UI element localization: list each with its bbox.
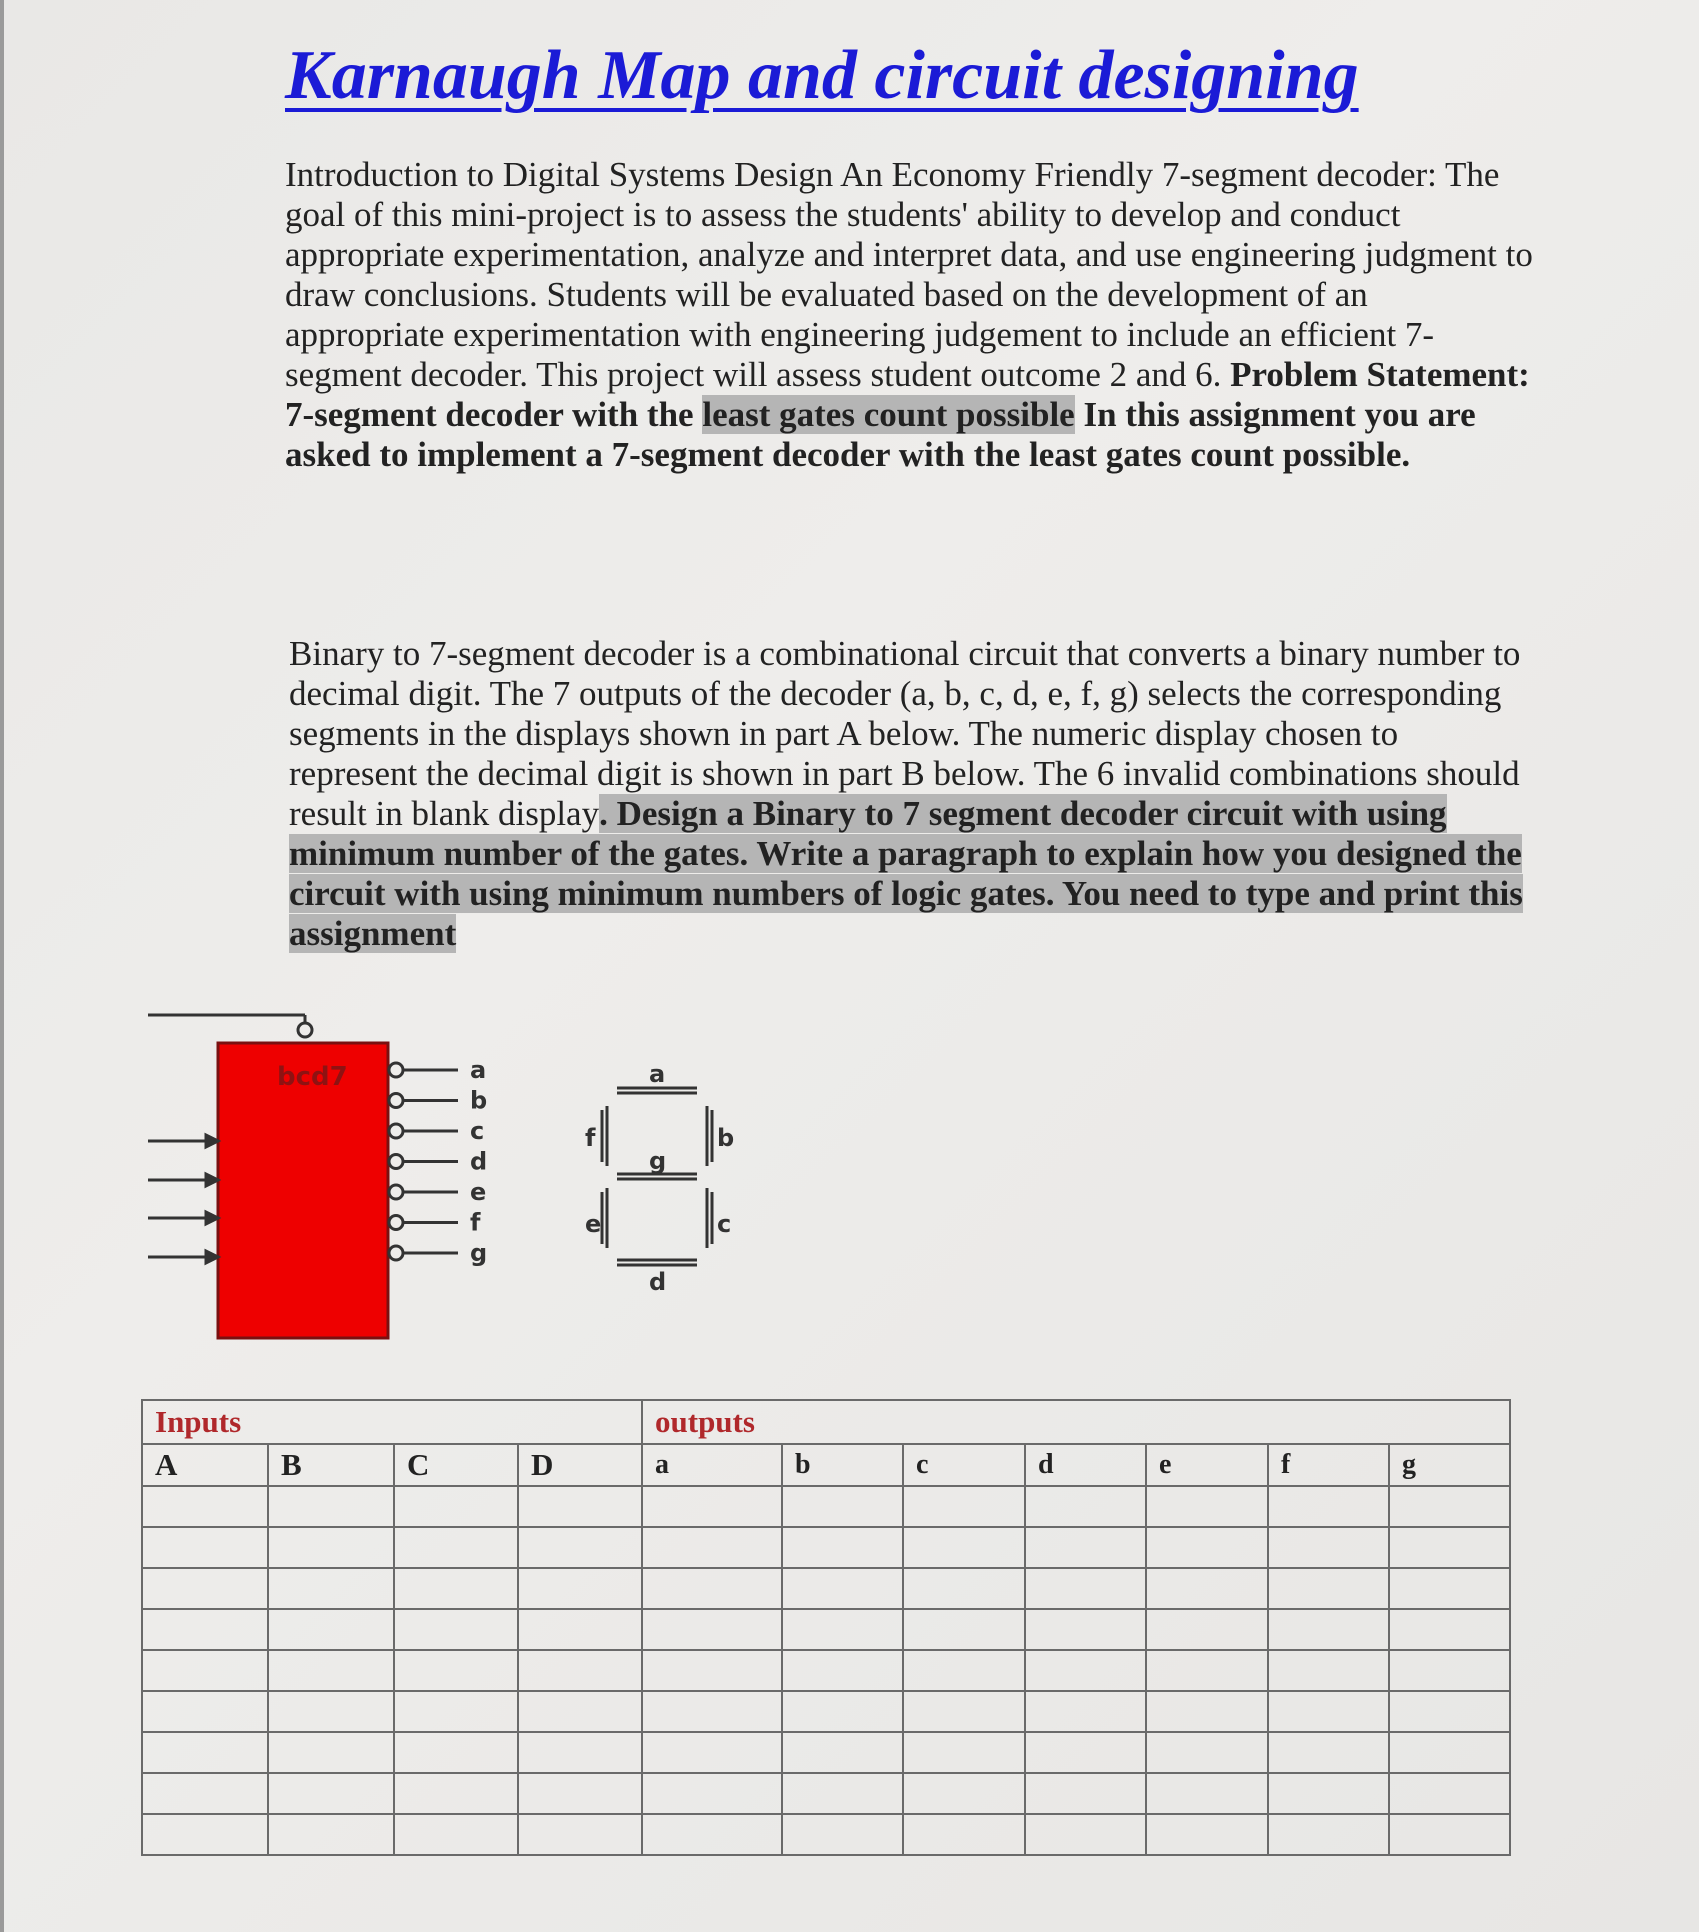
table-row — [142, 1773, 1510, 1814]
table-cell — [142, 1527, 268, 1568]
decoder-label: bcd7 — [277, 1062, 348, 1092]
table-cell — [394, 1691, 518, 1732]
enable-bubble — [298, 1023, 312, 1037]
table-cell — [394, 1609, 518, 1650]
segment-label-a: a — [649, 1060, 666, 1088]
seven-segment-display — [585, 1058, 735, 1298]
table-cell — [518, 1814, 642, 1855]
decoder-outputs — [389, 1056, 487, 1267]
table-column-header — [142, 1444, 1510, 1486]
table-cell — [782, 1486, 903, 1527]
problem-statement-text: Problem Statement: 7-segment decoder with the — [285, 355, 1530, 434]
table-cell — [394, 1814, 518, 1855]
table-cell — [142, 1486, 268, 1527]
table-cell — [1025, 1486, 1146, 1527]
output-label-b: b — [470, 1086, 488, 1115]
segment-label-b: b — [717, 1124, 735, 1152]
table-cell — [268, 1609, 394, 1650]
table-cell — [903, 1691, 1025, 1732]
table-cell — [518, 1732, 642, 1773]
table-cell — [782, 1650, 903, 1691]
segment-label-g: g — [649, 1147, 667, 1175]
table-cell — [1146, 1486, 1268, 1527]
output-label-e: e — [470, 1178, 487, 1206]
table-cell — [1025, 1773, 1146, 1814]
table-cell — [903, 1773, 1025, 1814]
table-cell — [1025, 1732, 1146, 1773]
output-bubble — [389, 1094, 403, 1108]
output-bubble — [389, 1246, 403, 1260]
table-cell — [1389, 1691, 1510, 1732]
table-cell — [642, 1609, 782, 1650]
description-paragraph — [289, 634, 1524, 954]
table-row — [142, 1732, 1510, 1773]
table-cell — [394, 1568, 518, 1609]
table-cell — [642, 1527, 782, 1568]
table-cell — [782, 1732, 903, 1773]
table-cell — [1146, 1609, 1268, 1650]
col-header-g: g — [1389, 1444, 1510, 1486]
description-text: Binary to 7-segment decoder is a combinational circuit that converts a binary number to decimal digit. The 7 outputs of the decoder (a, b, c, d, e, f, g) selects the corresponding segments in the displays shown in part A below. The numeric display chosen to represent the decimal digit is shown in part B below. The 6 invalid combinations should result in blank display — [289, 634, 1521, 833]
decoder-diagram — [140, 1005, 520, 1355]
table-cell — [394, 1732, 518, 1773]
table-group-header — [142, 1400, 1510, 1444]
table-cell — [518, 1650, 642, 1691]
table-cell — [1146, 1691, 1268, 1732]
table-cell — [1389, 1609, 1510, 1650]
table-cell — [1389, 1650, 1510, 1691]
table-cell — [642, 1773, 782, 1814]
table-cell — [1146, 1773, 1268, 1814]
table-cell — [1268, 1568, 1389, 1609]
col-header-A: A — [142, 1444, 268, 1486]
table-cell — [394, 1650, 518, 1691]
table-cell — [642, 1814, 782, 1855]
table-cell — [903, 1814, 1025, 1855]
table-cell — [782, 1609, 903, 1650]
table-cell — [1268, 1773, 1389, 1814]
table-cell — [782, 1814, 903, 1855]
table-cell — [642, 1650, 782, 1691]
output-bubble — [389, 1185, 403, 1199]
least-gates-highlight: least gates count possible — [702, 395, 1075, 434]
output-bubble — [389, 1124, 403, 1138]
output-label-c: c — [470, 1117, 485, 1145]
table-cell — [518, 1486, 642, 1527]
table-cell — [1146, 1732, 1268, 1773]
col-header-C: C — [394, 1444, 518, 1486]
table-cell — [268, 1568, 394, 1609]
output-label-g: g — [470, 1239, 488, 1267]
table-cell — [1389, 1732, 1510, 1773]
table-cell — [394, 1773, 518, 1814]
table-cell — [1268, 1691, 1389, 1732]
table-row — [142, 1527, 1510, 1568]
table-cell — [1268, 1527, 1389, 1568]
intro-paragraph — [285, 155, 1535, 475]
table-cell — [903, 1650, 1025, 1691]
table-cell — [1268, 1609, 1389, 1650]
table-cell — [268, 1486, 394, 1527]
table-cell — [142, 1732, 268, 1773]
table-cell — [1389, 1568, 1510, 1609]
col-header-D: D — [518, 1444, 642, 1486]
table-cell — [1025, 1814, 1146, 1855]
table-cell — [1268, 1814, 1389, 1855]
table-cell — [142, 1773, 268, 1814]
table-cell — [142, 1568, 268, 1609]
output-bubble — [389, 1155, 403, 1169]
table-cell — [782, 1691, 903, 1732]
table-cell — [1389, 1814, 1510, 1855]
table-cell — [1268, 1732, 1389, 1773]
table-cell — [518, 1773, 642, 1814]
table-cell — [394, 1527, 518, 1568]
table-cell — [1389, 1773, 1510, 1814]
output-label-a: a — [470, 1056, 487, 1084]
table-row — [142, 1486, 1510, 1527]
table-cell — [142, 1609, 268, 1650]
table-cell — [268, 1773, 394, 1814]
table-cell — [903, 1486, 1025, 1527]
table-cell — [1146, 1568, 1268, 1609]
output-bubble — [389, 1063, 403, 1077]
page-edge — [0, 0, 4, 1932]
table-body — [142, 1486, 1510, 1855]
table-cell — [782, 1527, 903, 1568]
table-row — [142, 1609, 1510, 1650]
table-cell — [142, 1814, 268, 1855]
col-header-B: B — [268, 1444, 394, 1486]
table-cell — [903, 1568, 1025, 1609]
page-title: Karnaugh Map and circuit designing — [285, 37, 1359, 114]
table-cell — [782, 1773, 903, 1814]
segment-label-f: f — [585, 1124, 596, 1152]
table-cell — [642, 1732, 782, 1773]
table-cell — [1146, 1814, 1268, 1855]
table-cell — [642, 1691, 782, 1732]
col-header-c: c — [903, 1444, 1025, 1486]
table-cell — [1389, 1527, 1510, 1568]
segment-label-e: e — [585, 1210, 602, 1238]
segment-label-d: d — [649, 1268, 667, 1296]
table-cell — [1146, 1527, 1268, 1568]
table-cell — [518, 1691, 642, 1732]
table-row — [142, 1568, 1510, 1609]
table-cell — [268, 1527, 394, 1568]
table-cell — [642, 1568, 782, 1609]
output-bubble — [389, 1216, 403, 1230]
table-cell — [518, 1609, 642, 1650]
table-cell — [903, 1527, 1025, 1568]
table-cell — [518, 1527, 642, 1568]
table-cell — [1025, 1609, 1146, 1650]
truth-table — [141, 1399, 1511, 1856]
table-row — [142, 1814, 1510, 1855]
table-cell — [268, 1691, 394, 1732]
inputs-header: Inputs — [142, 1400, 642, 1444]
table-cell — [1025, 1568, 1146, 1609]
table-cell — [142, 1691, 268, 1732]
table-row — [142, 1691, 1510, 1732]
output-label-d: d — [470, 1147, 488, 1176]
table-cell — [1389, 1486, 1510, 1527]
outputs-header: outputs — [642, 1400, 1510, 1444]
table-cell — [903, 1732, 1025, 1773]
col-header-e: e — [1146, 1444, 1268, 1486]
table-cell — [268, 1650, 394, 1691]
col-header-b: b — [782, 1444, 903, 1486]
table-cell — [1268, 1486, 1389, 1527]
table-cell — [394, 1486, 518, 1527]
assignment-text: In this assignment you are asked to implement a 7-segment decoder with the least gates count possible. — [285, 395, 1476, 474]
input-arrows — [148, 1135, 218, 1263]
col-header-a: a — [642, 1444, 782, 1486]
table-cell — [1025, 1650, 1146, 1691]
table-cell — [642, 1486, 782, 1527]
table-cell — [268, 1814, 394, 1855]
col-header-f: f — [1268, 1444, 1389, 1486]
table-cell — [782, 1568, 903, 1609]
table-cell — [1268, 1650, 1389, 1691]
table-cell — [518, 1568, 642, 1609]
table-cell — [268, 1732, 394, 1773]
segment-label-c: c — [717, 1210, 732, 1238]
table-cell — [903, 1609, 1025, 1650]
print-instruction-highlight: You need to type and print this assignment — [289, 874, 1523, 953]
output-label-f: f — [470, 1208, 481, 1237]
table-cell — [1025, 1691, 1146, 1732]
table-row — [142, 1650, 1510, 1691]
table-cell — [142, 1650, 268, 1691]
col-header-d: d — [1025, 1444, 1146, 1486]
design-instruction-highlight: . Design a Binary to 7 segment decoder circuit with using minimum number of the gates. Write a paragraph to explain how you designed the circuit with using minimum numbers of logic gates. — [289, 794, 1522, 913]
table-cell — [1146, 1650, 1268, 1691]
intro-text: Introduction to Digital Systems Design An Economy Friendly 7-segment decoder: The goal of this mini-project is to assess the students' ability to develop and conduct appropriate experimentation, analyze and interpret data, and use engineering judgment to draw conclusions. Students will be evaluated based on the development of an appropriate experimentation with engineering judgement to include an efficient 7-segment decoder. This project will assess student outcome 2 and 6. — [285, 155, 1533, 394]
table-cell — [1025, 1527, 1146, 1568]
